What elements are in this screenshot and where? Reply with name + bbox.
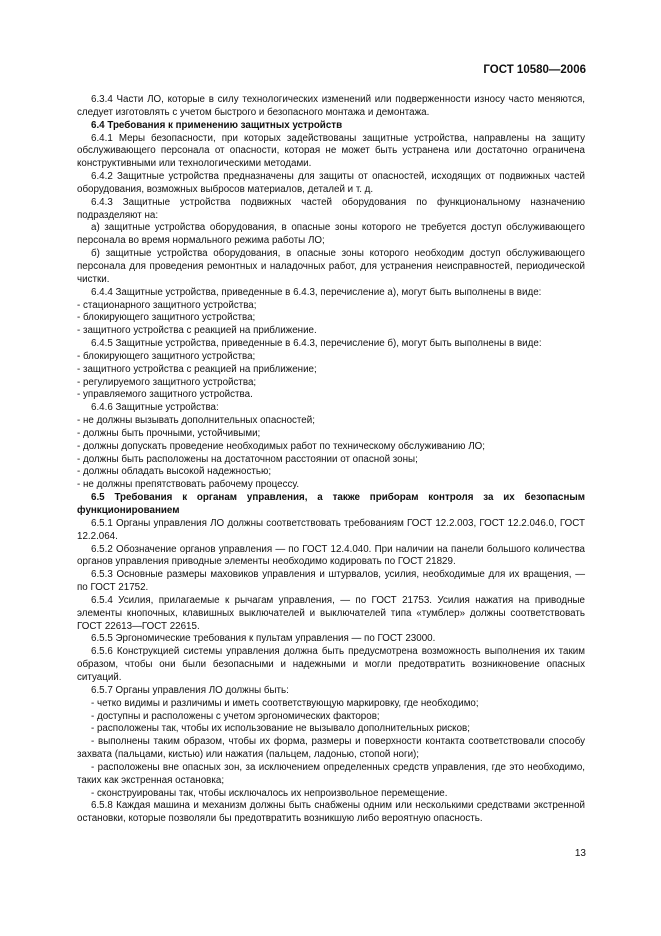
list-item: - блокирующего защитного устройства; <box>77 312 256 324</box>
section-heading: 6.5 Требования к органам управления, а также приборам контроля за их безопасным функционированием <box>77 492 585 516</box>
list-item: - выполнены таким образом, чтобы их форма, размеры и поверхности контакта соответствовали способу захвата (пальцами, кистью) или нажатия (пальцем, ладонью, стопой ноги); <box>77 736 585 761</box>
list-item: - защитного устройства с реакцией на приближение. <box>77 325 317 337</box>
paragraph: 6.5.7 Органы управления ЛО должны быть: <box>91 684 289 696</box>
paragraph: а) защитные устройства оборудования, в опасные зоны которого не требуется доступ обслуживающего персонала во время нормального режима работы ЛО; <box>77 222 585 247</box>
paragraph: б) защитные устройства оборудования, в опасные зоны которого необходим доступ обслуживающего персонала для проведения ремонтных и наладочных работ, для устранения неисправностей, периодической чистки. <box>77 248 585 285</box>
paragraph: 6.5.1 Органы управления ЛО должны соответствовать требованиям ГОСТ 12.2.003, ГОСТ 12.2.046.0, ГОСТ 12.2.064. <box>77 517 585 542</box>
list-item: - расположены так, чтобы их использование не вызывало дополнительных рисков; <box>91 723 470 735</box>
paragraph: 6.4.2 Защитные устройства предназначены для защиты от опасностей, исходящих от подвижных частей оборудования, возможных выбросов материалов, деталей и т. д. <box>77 171 585 195</box>
list-item: - блокирующего защитного устройства; <box>77 350 256 362</box>
paragraph: 6.3.4 Части ЛО, которые в силу технологических изменений или подверженности износу часто меняются, следует изготовлять с учетом быстрого и безопасного монтажа и демонтажа. <box>77 94 585 118</box>
paragraph: 6.4.4 Защитные устройства, приведенные в 6.4.3, перечисление а), могут быть выполнены в виде: <box>91 286 542 298</box>
section-heading: 6.4 Требования к применению защитных устройств <box>91 119 343 131</box>
paragraph: 6.5.4 Усилия, прилагаемые к рычагам управления, — по ГОСТ 21753. Усилия нажатия на приводные элементы кнопочных, клавишных выключателей и выключателей типа «тумблер» должны соответствовать ГОСТ 22613—ГОСТ 22615. <box>77 594 585 632</box>
page-number: 13 <box>574 848 586 859</box>
paragraph: 6.5.5 Эргономические требования к пультам управления — по ГОСТ 23000. <box>91 633 436 645</box>
list-item: - стационарного защитного устройства; <box>77 299 257 311</box>
list-item: - должны допускать проведение необходимых работ по техническому обслуживанию ЛО; <box>77 440 485 452</box>
paragraph: 6.5.2 Обозначение органов управления — по ГОСТ 12.4.040. При наличии на панели большого количества органов управления приводные элементы необходимо кодировать по ГОСТ 21829. <box>77 543 585 568</box>
list-item: - должны обладать высокой надежностью; <box>77 466 272 478</box>
paragraph: 6.5.3 Основные размеры маховиков управления и штурвалов, усилия, необходимые для их вращения, — по ГОСТ 21752. <box>77 569 585 594</box>
paragraph: 6.4.3 Защитные устройства подвижных частей оборудования по функциональному назначению подразделяют на: <box>77 196 585 221</box>
paragraph: 6.5.8 Каждая машина и механизм должны быть снабжены одним или несколькими средствами экстренной остановки, которые позволяли бы предотвратить возникшую либо вероятную опасность. <box>77 800 585 825</box>
list-item: - должны быть расположены на достаточном расстоянии от опасной зоны; <box>77 453 418 465</box>
paragraph: 6.5.6 Конструкцией системы управления должна быть предусмотрена возможность выполнения их таким образом, чтобы они были безопасными и надежными и могли предотвратить возникновение опасных ситуаций. <box>77 646 585 683</box>
list-item: - защитного устройства с реакцией на приближение; <box>77 363 317 375</box>
list-item: - сконструированы так, чтобы исключалось их непроизвольное перемещение. <box>91 787 448 799</box>
list-item: - расположены вне опасных зон, за исключением определенных средств управления, где это необходимо, таких как экстренная остановка; <box>77 761 585 786</box>
list-item: - не должны препятствовать рабочему процессу. <box>77 479 300 491</box>
document-body <box>77 94 585 826</box>
list-item: - четко видимы и различимы и иметь соответствующую маркировку, где необходимо; <box>91 697 479 709</box>
paragraph: 6.4.1 Меры безопасности, при которых задействованы защитные устройства, направлены на защиту обслуживающего персонала от опасности, которая не может быть устранена или достаточно ограничена конструктивными или технологическими методами. <box>77 132 585 170</box>
paragraph: 6.4.5 Защитные устройства, приведенные в 6.4.3, перечисление б), могут быть выполнены в виде: <box>91 338 542 350</box>
paragraph: 6.4.6 Защитные устройства: <box>91 402 219 414</box>
list-item: - не должны вызывать дополнительных опасностей; <box>77 415 315 427</box>
list-item: - управляемого защитного устройства. <box>77 389 253 401</box>
list-item: - доступны и расположены с учетом эргономических факторов; <box>91 710 380 722</box>
doc-code-header: ГОСТ 10580—2006 <box>483 64 586 76</box>
list-item: - должны быть прочными, устойчивыми; <box>77 427 261 439</box>
list-item: - регулируемого защитного устройства; <box>77 376 257 388</box>
